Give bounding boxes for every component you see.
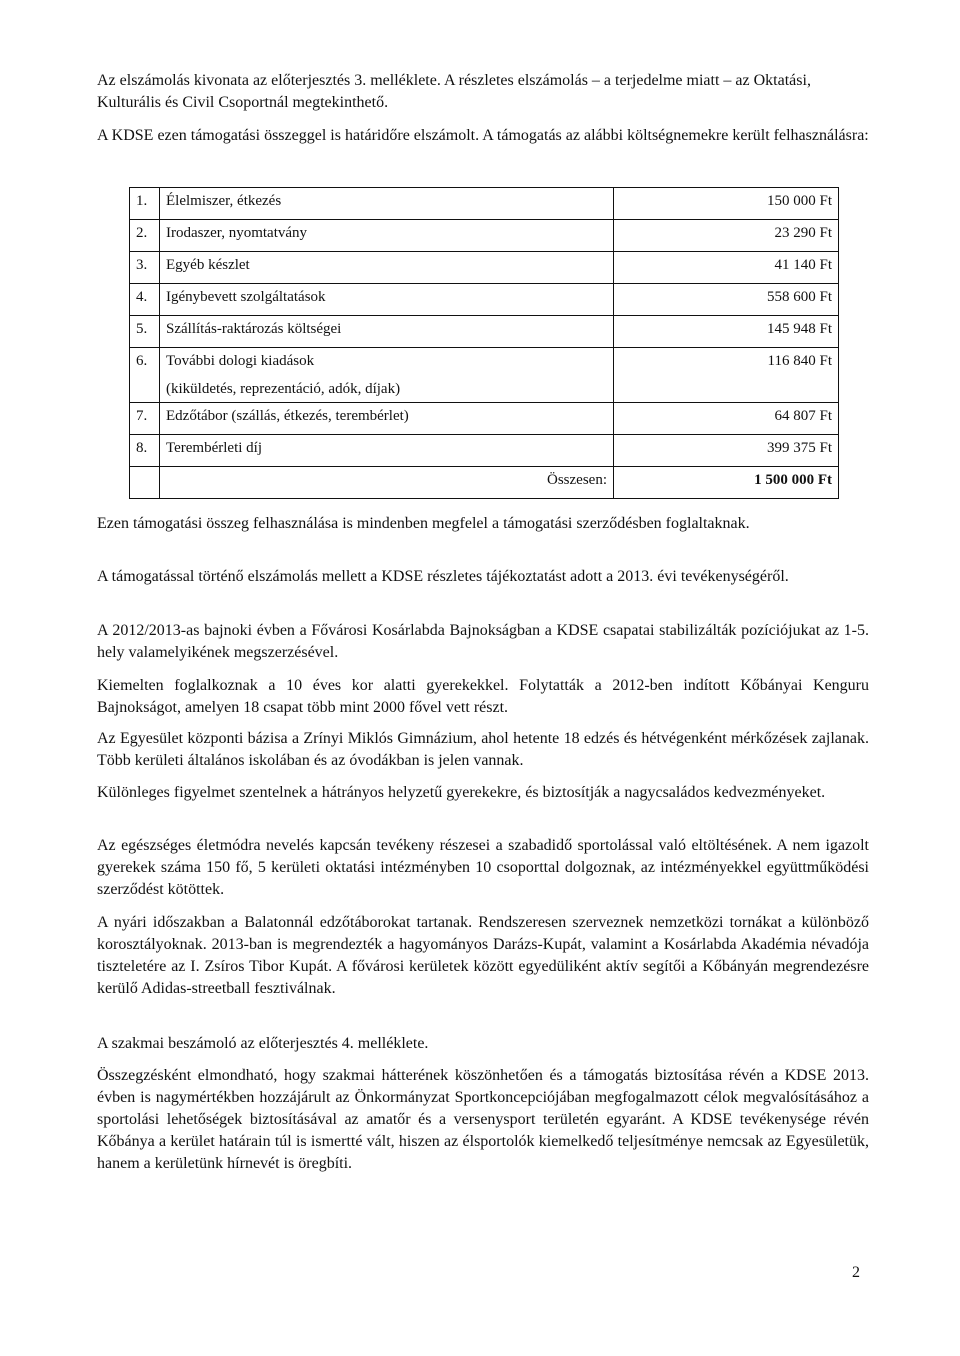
row-description: Szállítás-raktározás költségei	[160, 316, 614, 348]
paragraph-body-8: A nyári időszakban a Balatonnál edzőtáborokat tartanak. Rendszeresen szerveznek nemzetközi tornákat a különböző korosztályoknak. 2013-ban is megrendezték a hagyományos Darázs-Kupát, valamint a Kosárlabda Akadémia névadója tiszteletére az I. Zsíros Tibor Kupát. A fővárosi kerületek között egyedüliként aktív segítői a Kőbányán megrendezésre kerülő Adidas-streetball fesztiválnak.	[97, 914, 869, 997]
table-row	[130, 188, 839, 220]
paragraph-body-2: A támogatással történő elszámolás mellett a KDSE részletes tájékoztatást adott a 2013. évi tevékenységéről.	[97, 568, 789, 585]
row-number: 3.	[130, 252, 160, 284]
row-amount: 145 948 Ft	[614, 316, 839, 348]
row-number: 1.	[130, 188, 160, 220]
paragraph-body-10: Összegzésként elmondható, hogy szakmai hátterének köszönhetően és a támogatás biztosítása révén a KDSE 2013. évben is nagymértékben hozzájárult az Önkormányzat Sportkoncepciójában megfogalmazott célok megvalósításához a sportolási lehetőségek biztosításával az amatőr és a versenysport területén egyaránt. A KDSE tevékenysége révén Kőbánya a kerület határain túl is ismertté vált, hiszen az élsportolók kiemelkedő teljesítménye nemcsak az Egyesületük, hanem a kerületünk hírnevét is öregbíti.	[97, 1067, 869, 1172]
row-description: Irodaszer, nyomtatvány	[160, 220, 614, 252]
cost-table	[129, 187, 839, 499]
row-description: Terembérleti díj	[160, 435, 614, 467]
row-description: Egyéb készlet	[160, 252, 614, 284]
row-number: 7.	[130, 403, 160, 435]
paragraph-intro-1: Az elszámolás kivonata az előterjesztés 3. melléklete. A részletes elszámolás – a terjedelme miatt – az Oktatási, Kulturális és Civil Csoportnál megtekinthető.	[97, 72, 811, 111]
paragraph-body-7: Az egészséges életmódra nevelés kapcsán tevékeny részesei a szabadidő sportolással való eltöltésének. A nem igazolt gyerekek száma 150 fő, 5 kerületi oktatási intézményben 10 csoporttal dolgoznak, az intézményekkel együttműködési szerződést kötöttek.	[97, 837, 869, 898]
row-amount: 116 840 Ft	[614, 348, 839, 403]
row-number: 5.	[130, 316, 160, 348]
row-description-multiline	[160, 348, 614, 403]
row-amount: 64 807 Ft	[614, 403, 839, 435]
paragraph-body-4: Kiemelten foglalkoznak a 10 éves kor alatti gyerekekkel. Folytatták a 2012-ben indított Kőbányai Kenguru Bajnokságot, amelyen 18 csapat több mint 2000 fővel vett részt.	[97, 677, 869, 716]
table-row	[130, 348, 839, 403]
table-total-row	[130, 467, 839, 499]
row-description: Edzőtábor (szállás, étkezés, terembérlet)	[160, 403, 614, 435]
table-row	[130, 220, 839, 252]
row-number: 6.	[130, 348, 160, 403]
page-number: 2	[852, 1264, 860, 1281]
empty-cell	[130, 467, 160, 499]
table-row	[130, 284, 839, 316]
paragraph-body-6: Különleges figyelmet szentelnek a hátrányos helyzetű gyerekekre, és biztosítják a nagycsaládos kedvezményeket.	[97, 784, 826, 801]
row-amount: 399 375 Ft	[614, 435, 839, 467]
row-number: 8.	[130, 435, 160, 467]
total-label: Összesen:	[160, 467, 614, 499]
table-row	[130, 252, 839, 284]
table-row	[130, 435, 839, 467]
table-row	[130, 403, 839, 435]
row-amount: 23 290 Ft	[614, 220, 839, 252]
row-description: Élelmiszer, étkezés	[160, 188, 614, 220]
row-amount: 41 140 Ft	[614, 252, 839, 284]
paragraph-body-1: Ezen támogatási összeg felhasználása is mindenben megfelel a támogatási szerződésben foglaltaknak.	[97, 515, 750, 532]
paragraph-body-3: A 2012/2013-as bajnoki évben a Fővárosi Kosárlabda Bajnokságban a KDSE csapatai stabilizálták pozíciójukat az 1-5. hely valamelyikének megszerzésével.	[97, 622, 869, 661]
row-amount: 150 000 Ft	[614, 188, 839, 220]
paragraph-body-5: Az Egyesület központi bázisa a Zrínyi Miklós Gimnázium, ahol hetente 18 edzés és hétvégenként mérkőzések zajlanak. Több kerületi általános iskolában és az óvodákban is jelen vannak.	[97, 730, 869, 769]
row-number: 2.	[130, 220, 160, 252]
paragraph-intro-2: A KDSE ezen támogatási összeggel is határidőre elszámolt. A támogatás az alábbi költségnemekre került felhasználásra:	[97, 127, 869, 144]
paragraph-body-9: A szakmai beszámoló az előterjesztés 4. melléklete.	[97, 1035, 429, 1052]
row-description: További dologi kiadások	[166, 353, 315, 369]
row-number: 4.	[130, 284, 160, 316]
table-row	[130, 316, 839, 348]
row-amount: 558 600 Ft	[614, 284, 839, 316]
cost-table-wrapper	[129, 187, 838, 499]
row-description-detail: (kiküldetés, reprezentáció, adók, díjak)	[166, 381, 401, 397]
row-description: Igénybevett szolgáltatások	[160, 284, 614, 316]
total-amount: 1 500 000 Ft	[614, 467, 839, 499]
